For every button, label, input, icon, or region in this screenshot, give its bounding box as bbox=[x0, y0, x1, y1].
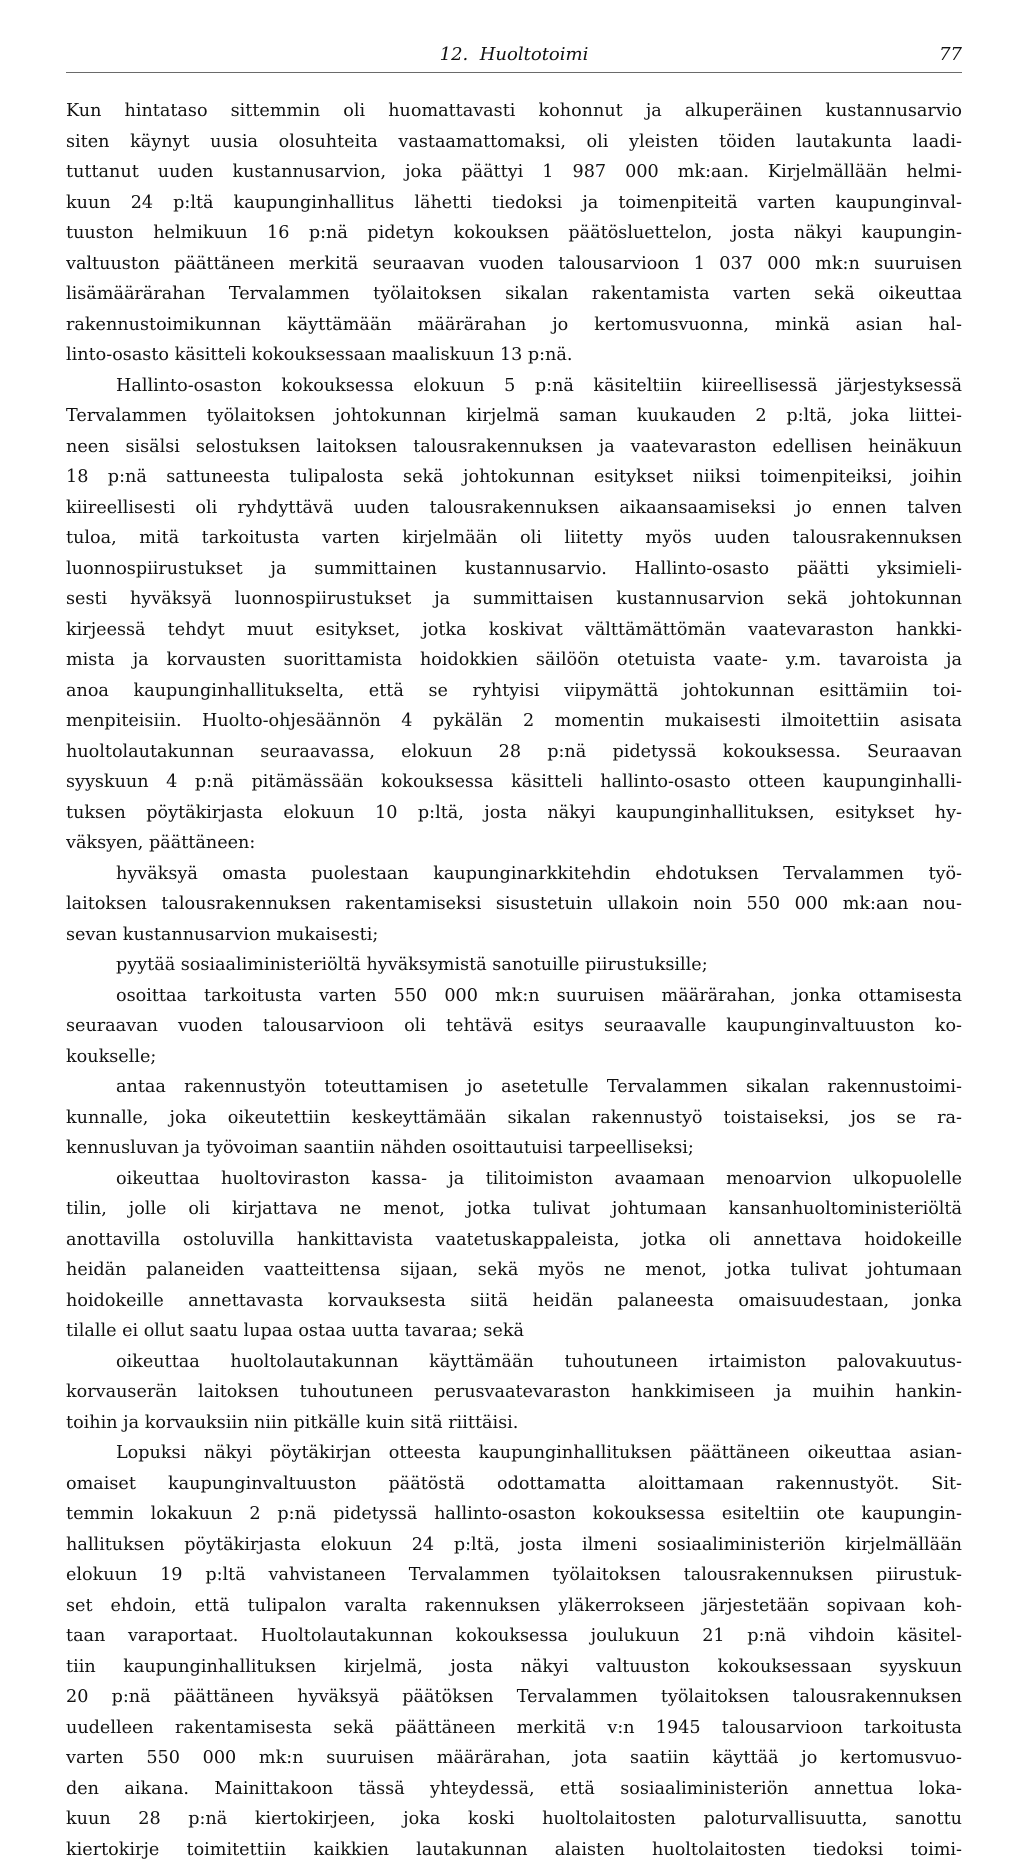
text-line: tiin kaupunginhallituksen kirjelmä, josta näkyi valtuuston kokouksessaan syyskuun bbox=[66, 1652, 962, 1683]
text-line: omaiset kaupunginvaltuuston päätöstä odottamatta aloittamaan rakennustyöt. Sit- bbox=[66, 1469, 962, 1500]
text-line: temmin lokakuun 2 p:nä pidetyssä hallinto-osaston kokouksessa esiteltiin ote kaupungin- bbox=[66, 1499, 962, 1530]
text-line: kiertokirje toimitettiin kaikkien lautakunnan alaisten huoltolaitosten tiedoksi toimi- bbox=[66, 1835, 962, 1865]
text-line: den aikana. Mainittakoon tässä yhteydessä, että sosiaaliministeriön annettua loka- bbox=[66, 1774, 962, 1805]
text-line: kiireellisesti oli ryhdyttävä uuden talousrakennuksen aikaansaamiseksi jo ennen talven bbox=[66, 493, 962, 524]
text-line: neen sisälsi selostuksen laitoksen talousrakennuksen ja vaatevaraston edellisen heinäkuun bbox=[66, 432, 962, 463]
text-line: mista ja korvausten suorittamista hoidokkien säilöön otetuista vaate- y.m. tavaroista ja bbox=[66, 645, 962, 676]
text-line: elokuun 19 p:ltä vahvistaneen Tervalammen työlaitoksen talousrakennuksen piirustuk- bbox=[66, 1560, 962, 1591]
chapter-title: Huoltotoimi bbox=[480, 44, 589, 65]
text-line: Lopuksi näkyi pöytäkirjan otteesta kaupunginhallituksen päättäneen oikeuttaa asian- bbox=[66, 1438, 962, 1469]
text-line: Hallinto-osaston kokouksessa elokuun 5 p:nä käsiteltiin kiireellisessä järjestyksessä bbox=[66, 371, 962, 402]
text-line: huoltolautakunnan seuraavassa, elokuun 28 p:nä pidetyssä kokouksessa. Seuraavan bbox=[66, 737, 962, 768]
text-line: sesti hyväksyä luonnospiirustukset ja summittaisen kustannusarvion sekä johtokunnan bbox=[66, 584, 962, 615]
header-rule bbox=[66, 72, 962, 73]
page-number: 77 bbox=[939, 44, 962, 65]
text-line: kunnalle, joka oikeutettiin keskeyttämään sikalan rakennustyö toistaiseksi, jos se ra- bbox=[66, 1103, 962, 1134]
running-head bbox=[66, 44, 962, 74]
text-line: tuksen pöytäkirjasta elokuun 10 p:ltä, josta näkyi kaupunginhallituksen, esitykset hy- bbox=[66, 798, 962, 829]
text-line: osoittaa tarkoitusta varten 550 000 mk:n suuruisen määrärahan, jonka ottamisesta bbox=[66, 981, 962, 1012]
chapter-heading bbox=[66, 44, 962, 65]
text-line: antaa rakennustyön toteuttamisen jo asetetulle Tervalammen sikalan rakennustoimi- bbox=[66, 1072, 962, 1103]
text-line: korvauserän laitoksen tuhoutuneen perusvaatevaraston hankkimiseen ja muihin hankin- bbox=[66, 1377, 962, 1408]
text-line: anottavilla ostoluvilla hankittavista vaatetuskappaleista, jotka oli annettava hoidokeille bbox=[66, 1225, 962, 1256]
text-line: anoa kaupunginhallitukselta, että se ryhtyisi viipymättä johtokunnan esittämiin toi- bbox=[66, 676, 962, 707]
text-line: kuun 28 p:nä kiertokirjeen, joka koski huoltolaitosten paloturvallisuutta, sanottu bbox=[66, 1804, 962, 1835]
text-line: linto-osasto käsitteli kokouksessaan maaliskuun 13 p:nä. bbox=[66, 340, 962, 371]
text-line: seuraavan vuoden talousarvioon oli tehtävä esitys seuraavalle kaupunginvaltuuston ko- bbox=[66, 1011, 962, 1042]
text-line: luonnospiirustukset ja summittainen kustannusarvio. Hallinto-osasto päätti yksimieli- bbox=[66, 554, 962, 585]
text-line: tilin, jolle oli kirjattava ne menot, jotka tulivat johtumaan kansanhuoltoministeriöltä bbox=[66, 1194, 962, 1225]
text-line: oikeuttaa huoltolautakunnan käyttämään tuhoutuneen irtaimiston palovakuutus- bbox=[66, 1347, 962, 1378]
text-line: 18 p:nä sattuneesta tulipalosta sekä johtokunnan esitykset niiksi toimenpiteiksi, joihin bbox=[66, 462, 962, 493]
text-line: set ehdoin, että tulipalon varalta rakennuksen yläkerrokseen järjestetään sopivaan koh- bbox=[66, 1591, 962, 1622]
text-line: rakennustoimikunnan käyttämään määrärahan jo kertomusvuonna, minkä asian hal- bbox=[66, 310, 962, 341]
text-line: hallituksen pöytäkirjasta elokuun 24 p:ltä, josta ilmeni sosiaaliministeriön kirjelmällään bbox=[66, 1530, 962, 1561]
text-line: oikeuttaa huoltoviraston kassa- ja tilitoimiston avaamaan menoarvion ulkopuolelle bbox=[66, 1164, 962, 1195]
text-line: heidän palaneiden vaatteittensa sijaan, sekä myös ne menot, jotka tulivat johtumaan bbox=[66, 1255, 962, 1286]
body-text bbox=[66, 96, 962, 1865]
text-line: pyytää sosiaaliministeriöltä hyväksymistä sanotuille piirustuksille; bbox=[66, 950, 962, 981]
text-line: siten käynyt uusia olosuhteita vastaamattomaksi, oli yleisten töiden lautakunta laadi- bbox=[66, 127, 962, 158]
text-line: laitoksen talousrakennuksen rakentamiseksi sisustetuin ullakoin noin 550 000 mk:aan nou- bbox=[66, 889, 962, 920]
text-line: kuun 24 p:ltä kaupunginhallitus lähetti tiedoksi ja toimenpiteitä varten kaupunginval- bbox=[66, 188, 962, 219]
text-line: sevan kustannusarvion mukaisesti; bbox=[66, 920, 962, 951]
text-line: Tervalammen työlaitoksen johtokunnan kirjelmä saman kuukauden 2 p:ltä, joka liittei- bbox=[66, 401, 962, 432]
text-line: Kun hintataso sittemmin oli huomattavasti kohonnut ja alkuperäinen kustannusarvio bbox=[66, 96, 962, 127]
text-line: syyskuun 4 p:nä pitämässään kokouksessa käsitteli hallinto-osasto otteen kaupunginhalli- bbox=[66, 767, 962, 798]
text-line: taan varaportaat. Huoltolautakunnan kokouksessa joulukuun 21 p:nä vihdoin käsitel- bbox=[66, 1621, 962, 1652]
text-line: 20 p:nä päättäneen hyväksyä päätöksen Tervalammen työlaitoksen talousrakennuksen bbox=[66, 1682, 962, 1713]
text-line: menpiteisiin. Huolto-ohjesäännön 4 pykälän 2 momentin mukaisesti ilmoitettiin asisata bbox=[66, 706, 962, 737]
text-line: hyväksyä omasta puolestaan kaupunginarkkitehdin ehdotuksen Tervalammen työ- bbox=[66, 859, 962, 890]
text-line: valtuuston päättäneen merkitä seuraavan vuoden talousarvioon 1 037 000 mk:n suuruisen bbox=[66, 249, 962, 280]
text-line: kirjeessä tehdyt muut esitykset, jotka koskivat välttämättömän vaatevaraston hankki- bbox=[66, 615, 962, 646]
text-line: tilalle ei ollut saatu lupaa ostaa uutta tavaraa; sekä bbox=[66, 1316, 962, 1347]
text-line: koukselle; bbox=[66, 1042, 962, 1073]
text-line: väksyen, päättäneen: bbox=[66, 828, 962, 859]
text-line: lisämäärärahan Tervalammen työlaitoksen sikalan rakentamista varten sekä oikeuttaa bbox=[66, 279, 962, 310]
text-line: varten 550 000 mk:n suuruisen määrärahan, jota saatiin käyttää jo kertomusvuo- bbox=[66, 1743, 962, 1774]
text-line: tuloa, mitä tarkoitusta varten kirjelmään oli liitetty myös uuden talousrakennuksen bbox=[66, 523, 962, 554]
text-line: uudelleen rakentamisesta sekä päättäneen merkitä v:n 1945 talousarvioon tarkoitusta bbox=[66, 1713, 962, 1744]
text-line: tuuston helmikuun 16 p:nä pidetyn kokouksen päätösluettelon, josta näkyi kaupungin- bbox=[66, 218, 962, 249]
text-line: toihin ja korvauksiin niin pitkälle kuin sitä riittäisi. bbox=[66, 1408, 962, 1439]
text-line: hoidokeille annettavasta korvauksesta siitä heidän palaneesta omaisuudestaan, jonka bbox=[66, 1286, 962, 1317]
chapter-number: 12. bbox=[440, 44, 469, 65]
text-line: tuttanut uuden kustannusarvion, joka päättyi 1 987 000 mk:aan. Kirjelmällään helmi- bbox=[66, 157, 962, 188]
text-line: kennusluvan ja työvoiman saantiin nähden osoittautuisi tarpeelliseksi; bbox=[66, 1133, 962, 1164]
